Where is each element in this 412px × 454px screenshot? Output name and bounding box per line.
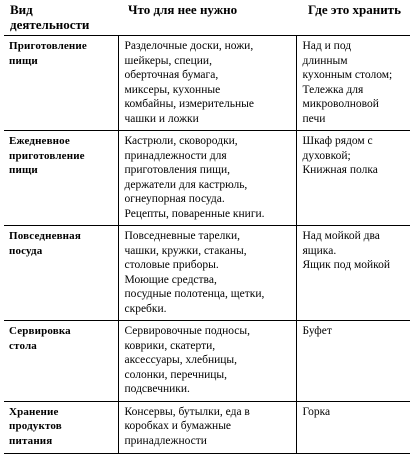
needed-cell: Разделочные доски, ножи, шейкеры, специи, оберточная бумага, миксеры, кухонные комбайны, измерительные чашки и ложки [118, 36, 296, 131]
needed-cell: Консервы, бутылки, еда в коробках и бумажные принадлежности [118, 401, 296, 453]
header-needed: Что для нее нужно [128, 2, 238, 17]
table-row [4, 226, 410, 321]
storage-cell: Над мойкой два ящика. Ящик под мойкой [296, 226, 410, 321]
activity-cell: Ежедневное приготовление пищи [4, 131, 118, 226]
needed-cell: Сервировочные подносы, коврики, скатерти, аксессуары, хлебницы, солонки, перечницы, подсвечники. [118, 321, 296, 402]
table-row [4, 321, 410, 402]
storage-cell: Над и под длинным кухонным столом; Тележка для микроволновой печи [296, 36, 410, 131]
document-page [4, 0, 410, 454]
storage-cell: Горка [296, 401, 410, 453]
storage-cell: Шкаф рядом с духовкой; Книжная полка [296, 131, 410, 226]
activity-cell: Хранение продуктов питания [4, 401, 118, 453]
needed-cell: Повседневные тарелки, чашки, кружки, стаканы, столовые приборы. Моющие средства, посудные полотенца, щетки, скребки. [118, 226, 296, 321]
storage-cell: Буфет [296, 321, 410, 402]
activity-cell: Сервировка стола [4, 321, 118, 402]
needed-cell: Кастрюли, сковородки, принадлежности для приготовления пищи, держатели для кастрюль, огнеупорная посуда. Рецепты, поваренные книги. [118, 131, 296, 226]
table-row [4, 401, 410, 453]
header-activity: Вид деятельности [10, 2, 90, 32]
table-row [4, 36, 410, 131]
table-row [4, 131, 410, 226]
table-header-row [4, 0, 410, 36]
activity-storage-table [4, 0, 410, 454]
activity-cell: Повседневная посуда [4, 226, 118, 321]
header-storage: Где это хранить [308, 2, 401, 17]
activity-cell: Приготовление пищи [4, 36, 118, 131]
